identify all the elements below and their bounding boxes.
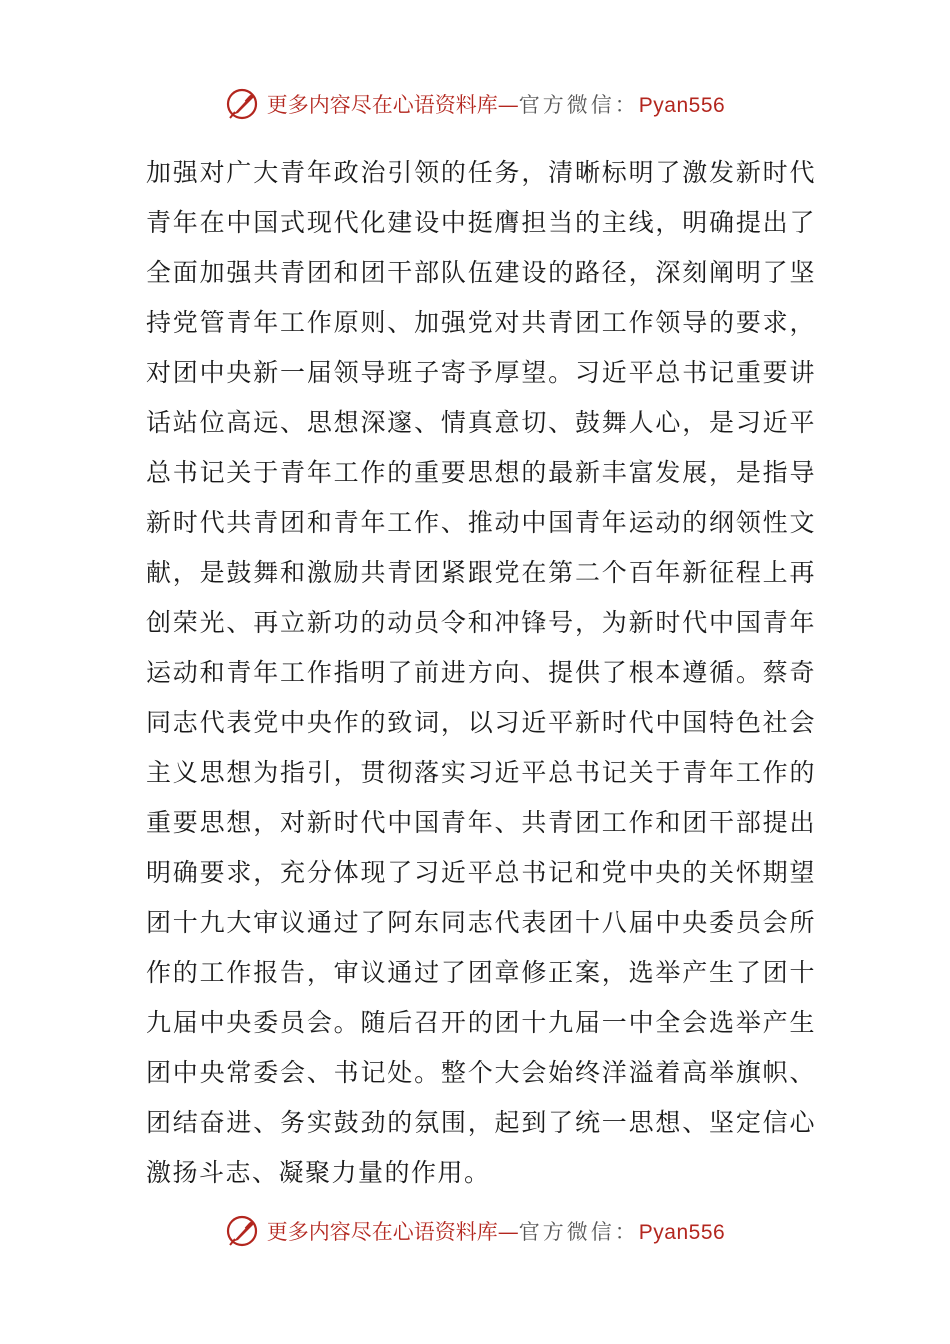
text-line: 九届中央委员会。随后召开的团十九届一中全会选举产生: [146, 1008, 816, 1037]
text-line: 主义思想为指引，贯彻落实习近平总书记关于青年工作的: [146, 758, 816, 787]
text-line: 新时代共青团和青年工作、推动中国青年运动的纲领性文: [146, 508, 816, 537]
watermark-wechat-id: Pyan556: [638, 94, 726, 117]
watermark-main-text: 更多内容尽在心语资料库: [266, 93, 498, 117]
text-line: 同志代表党中央作的致词，以习近平新时代中国特色社会: [146, 708, 816, 737]
text-line: 激扬斗志、凝聚力量的作用。: [146, 1158, 491, 1187]
watermark-wechat-id: Pyan556: [638, 1221, 726, 1244]
watermark-dash: —: [497, 93, 519, 117]
document-body: [146, 148, 816, 1198]
watermark-text: [267, 89, 725, 119]
feather-pen-logo-icon: [225, 87, 259, 121]
text-line: 创荣光、再立新功的动员令和冲锋号，为新时代中国青年: [146, 608, 816, 637]
text-line: 总书记关于青年工作的重要思想的最新丰富发展，是指导: [146, 458, 816, 487]
text-line: 话站位高远、思想深邃、情真意切、鼓舞人心，是习近平: [146, 408, 816, 437]
watermark-wechat-label: 官方微信：: [518, 1220, 639, 1244]
text-line: 献，是鼓舞和激励共青团紧跟党在第二个百年新征程上再: [146, 558, 816, 587]
watermark-main-text: 更多内容尽在心语资料库: [266, 1220, 498, 1244]
text-line: 重要思想，对新时代中国青年、共青团工作和团干部提出: [146, 808, 816, 837]
footer-watermark: [0, 1211, 950, 1251]
text-line: 明确要求，充分体现了习近平总书记和党中央的关怀期望: [146, 858, 816, 887]
text-line: 加强对广大青年政治引领的任务，清晰标明了激发新时代: [146, 158, 816, 187]
text-line: 青年在中国式现代化建设中挺膺担当的主线，明确提出了: [146, 208, 816, 237]
text-line: 持党管青年工作原则、加强党对共青团工作领导的要求，: [146, 308, 816, 337]
watermark-wechat-label: 官方微信：: [518, 93, 639, 117]
text-line: 作的工作报告，审议通过了团章修正案，选举产生了团十: [146, 958, 816, 987]
text-line: 运动和青年工作指明了前进方向、提供了根本遵循。蔡奇: [146, 658, 816, 687]
text-line: 团中央常委会、书记处。整个大会始终洋溢着高举旗帜、: [146, 1058, 816, 1087]
text-line: 对团中央新一届领导班子寄予厚望。习近平总书记重要讲: [146, 358, 816, 387]
header-watermark: [0, 84, 950, 124]
text-line: 团结奋进、务实鼓劲的氛围，起到了统一思想、坚定信心: [146, 1108, 816, 1137]
watermark-dash: —: [497, 1220, 519, 1244]
text-line: 团十九大审议通过了阿东同志代表团十八届中央委员会所: [146, 908, 816, 937]
watermark-text: [267, 1216, 725, 1246]
text-line: 全面加强共青团和团干部队伍建设的路径，深刻阐明了坚: [146, 258, 816, 287]
feather-pen-logo-icon: [225, 1214, 259, 1248]
